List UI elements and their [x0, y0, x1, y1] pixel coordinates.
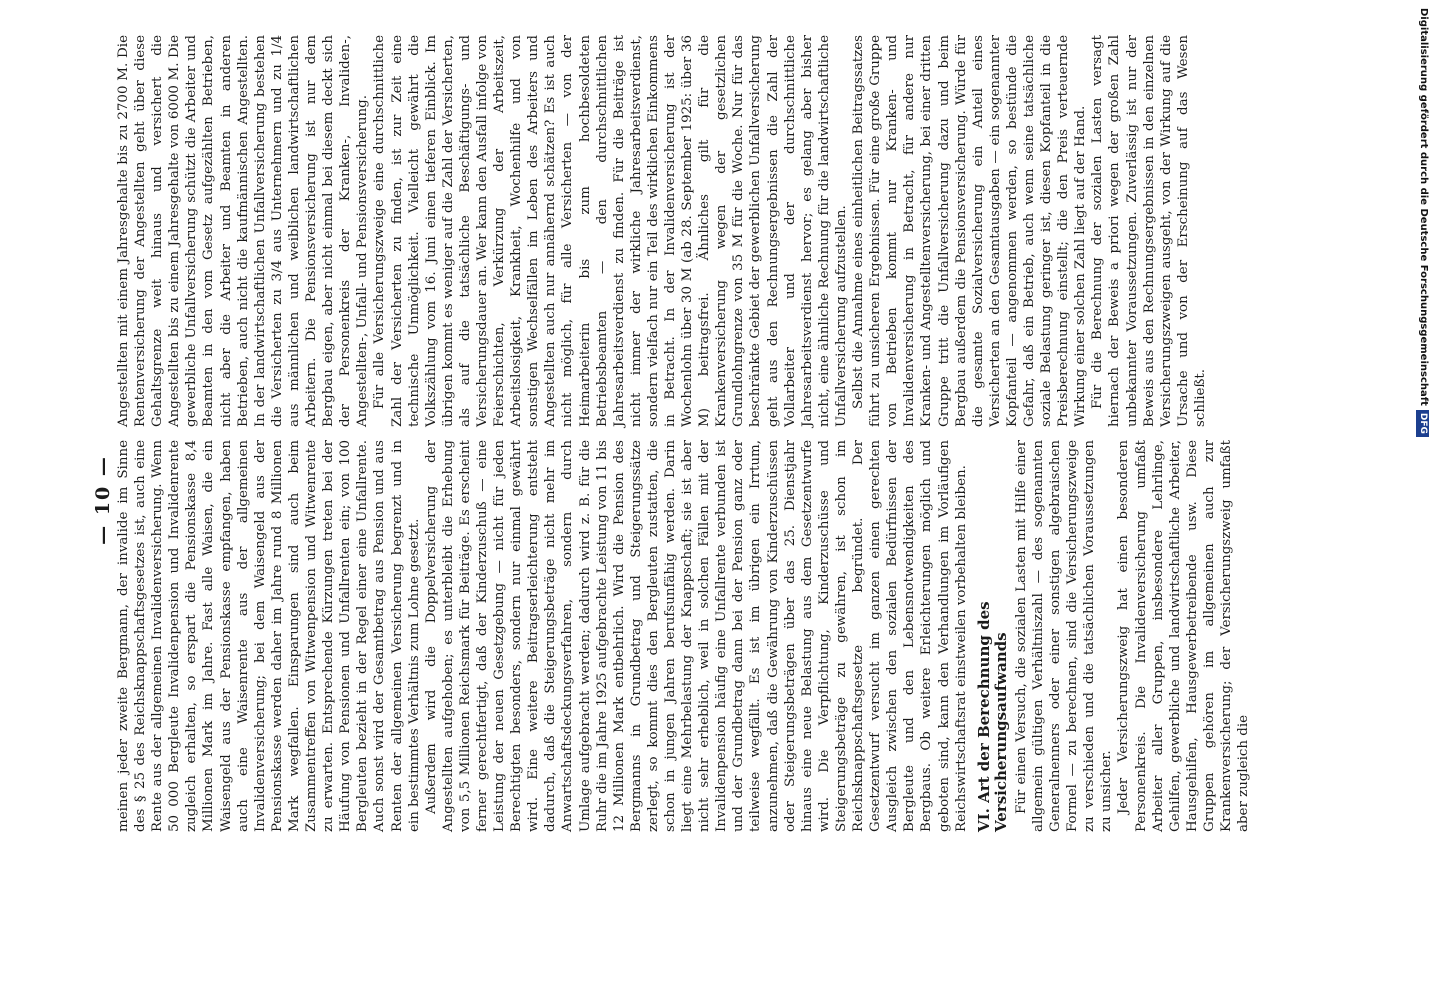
- section-heading: VI. Art der Berechnung des Versicherungsaufwands: [974, 601, 1010, 832]
- stamp-text: Digitalisierung gefördert durch die Deutsche Forschungsgemeinschaft: [1418, 8, 1429, 406]
- left-column: [115, 440, 1252, 832]
- right-paragraph-4: Für die Berechnung der sozialen Lasten versagt hiernach der Beweis a priori wegen der großen Zahl unbekannter Voraussetzungen. Zuverlässig ist nur der Beweis aus den Rechnungsergebnissen in den einzelnen Versicherungszweigen ausgeht, von der Wirkung auf die Ursache und von der Erscheinung auf das Wesen schließt.: [1090, 35, 1208, 427]
- right-paragraph-2: Für alle Versicherungszweige eine durchschnittliche Zahl der Versicherten zu finden, ist zur Zeit eine technische Unmöglichkeit. Vielleicht gewährt die Volkszählung vom 16. Juni einen tieferen Einblick. Im übrigen kommt es weniger auf die Zahl der Versicherten, als auf die tatsächliche Beschäftigungs- und Versicherungsdauer an. Wer kann den Ausfall infolge von Feierschichten, Verkürzung der Arbeitszeit, Arbeitslosigkeit, Krankheit, Wochenhilfe und von sonstigen Wechselfällen im Leben des Arbeiters und Angestellten auch nur annähernd schätzen? Es ist auch nicht möglich, für alle Versicherten — von der Heimarbeiterin bis zum hochbesoldeten Betriebsbeamten — den durchschnittlichen Jahresarbeitsverdienst zu finden. Für die Beiträge ist nicht immer der wirkliche Jahresarbeitsverdienst, sondern vielfach nur ein Teil des wirklichen Einkommens in Betracht. In der Invalidenversicherung ist der Wochenlohn über 30 M (ab 28. September 1925: über 36 M) beitragsfrei. Ähnliches gilt für die Krankenversicherung wegen der gesetzlichen Grundlohngrenze von 35 M für die Woche. Nur für das beschränkte Gebiet der gewerblichen Unfallversicherung geht aus den Rechnungsergebnissen die Zahl der Vollarbeiter und der durchschnittliche Jahresarbeitsverdienst hervor; es gelang aber bisher nicht, eine ähnliche Rechnung für die landwirtschaftliche Unfallversicherung aufzustellen.: [372, 35, 849, 427]
- right-column: [115, 35, 1209, 427]
- left-paragraph-4: Jeder Versicherungszweig hat einen besonderen Personenkreis. Die Invalidenversicherung umfaßt Arbeiter aller Gruppen, insbesondere Lehrlinge, Gehilfen, gewerbliche und landwirtschaftliche Arbeiter, Hausgehilfen, Hausgewerbetreibende usw. Diese Gruppen gehören im allgemeinen auch zur Krankenversicherung; der Versicherungszweig umfaßt aber zugleich die: [1116, 440, 1252, 832]
- right-paragraph-1: Angestellten mit einem Jahresgehalte bis zu 2700 M. Die Rentenversicherung der Angestellten geht über diese Gehaltsgrenze weit hinaus und versichert die Angestellten bis zu einem Jahresgehalte von 6000 M. Die gewerbliche Unfallversicherung schützt die Arbeiter und Beamten in den vom Gesetz aufgezählten Betrieben, nicht aber die Arbeiter und Beamten in anderen Betrieben, auch nicht die kaufmännischen Angestellten. In der landwirtschaftlichen Unfallversicherung bestehen die Versicherten zu 3/4 aus Unternehmern und zu 1/4 aus männlichen und weiblichen landwirtschaftlichen Arbeitern. Die Pensionsversicherung ist nur dem Bergbau eigen, aber nicht einmal bei diesem deckt sich der Personenkreis der Kranken-, Invaliden-, Angestellten-, Unfall- und Pensionsversicherung.: [116, 35, 371, 427]
- digitization-stamp: [1414, 8, 1432, 434]
- right-paragraph-3: Selbst die Annahme eines einheitlichen Beitragssatzes führt zu unsicheren Ergebnissen. Für eine große Gruppe von Betrieben kommt nur Kranken- und Invalidenversicherung in Betracht, für andere nur Kranken- und Angestelltenversicherung, bei einer dritten Gruppe tritt die Unfallversicherung dazu und beim Bergbau außerdem die Pensionsversicherung. Würde für die gesamte Sozialversicherung ein Anteil eines Versicherten an den Gesamtausgaben — ein sogenannter Kopfanteil — angenommen werden, so bestünde die Gefahr, daß ein Betrieb, auch wenn seine tatsächliche soziale Belastung geringer ist, diesen Kopfanteil in die Preisberechnung einstellt; die den Preis verteuernde Wirkung einer solchen Zahl liegt auf der Hand.: [851, 35, 1089, 427]
- left-paragraph-3: Für einen Versuch, die sozialen Lasten mit Hilfe einer allgemein gültigen Verhältniszahl — des sogenannten Generalnenners oder einer sonstigen algebraischen Formel — zu berechnen, sind die Versicherungszweige zu verschieden und die tatsächlichen Voraussetzungen zu unsicher.: [1013, 440, 1115, 832]
- dfg-logo: DFG: [1417, 410, 1430, 437]
- left-paragraph-1: meinen jeder zweite Bergmann, der invalide im Sinne des § 25 des Reichsknappschaftsgesetzes ist, auch eine Rente aus der allgemeinen Invalidenversicherung. Wenn 50 000 Bergleute Invalidenpension und Invalidenrente zugleich erhalten, so erspart die Pensionskasse 8,4 Millionen Mark im Jahre. Fast alle Waisen, die ein Waisengeld aus der Pensionskasse empfangen, haben auch eine Waisenrente aus der allgemeinen Invalidenversicherung; bei dem Waisengeld aus der Pensionskasse werden daher im Jahre rund 8 Millionen Mark wegfallen. Einsparungen sind auch beim Zusammentreffen von Witwenpension und Witwenrente zu erwarten. Entsprechende Kürzungen treten bei der Häufung von Pensionen und Unfallrenten ein; von 100 Bergleuten bezieht in der Regel einer eine Unfallrente. Auch sonst wird der Gesamtbetrag aus Pension und aus Renten der allgemeinen Versicherung begrenzt und in ein bestimmtes Verhältnis zum Lohne gesetzt.: [116, 440, 422, 832]
- left-paragraph-2: Außerdem wird die Doppelversicherung der Angestellten aufgehoben; es unterbleibt die Erhebung von 5,5 Millionen Reichsmark für Beiträge. Es erscheint ferner gerechtfertigt, daß der Kinderzuschuß — eine Leistung der neuen Gesetzgebung — nicht für jeden Berechtigten besonders, sondern nur einmal gewährt wird. Eine weitere Beitragserleichterung entsteht dadurch, daß die Steigerungsbeträge nicht mehr im Anwartschaftsdeckungsverfahren, sondern durch Umlage aufgebracht werden; dadurch wird z. B. für die Ruhr die im Jahre 1925 aufgebrachte Leistung von 11 bis 12 Millionen Mark entbehrlich. Wird die Pension des Bergmanns in Grundbetrag und Steigerungssätze zerlegt, so kommt dies den Bergleuten zustatten, die schon in jungen Jahren berufsunfähig werden. Darin liegt eine Mehrbelastung der Knappschaft; sie ist aber nicht sehr erheblich, weil in solchen Fällen mit der Invalidenpension häufig eine Unfallrente verbunden ist und der Grundbetrag dann bei der Pension ganz oder teilweise wegfällt. Es ist im übrigen ein Irrtum, anzunehmen, daß die Gewährung von Kinderzuschüssen oder Steigerungsbeträgen über das 25. Dienstjahr hinaus eine neue Belastung aus dem Gesetzentwurfe wird. Die Verpflichtung, Kinderzuschüsse und Steigerungsbeträge zu gewähren, ist schon im Reichsknappschaftsgesetze begründet. Der Gesetzentwurf versucht im ganzen einen gerechten Ausgleich zwischen den sozialen Bedürfnissen der Bergleute und den Lebensnotwendigkeiten des Bergbaus. Ob weitere Erleichterungen möglich und geboten sind, kann den Verhandlungen im Vorläufigen Reichswirtschaftsrat einstweilen vorbehalten bleiben.: [423, 440, 969, 832]
- page-number: — 10 —: [92, 455, 114, 545]
- rotated-document-page: [0, 35, 1400, 950]
